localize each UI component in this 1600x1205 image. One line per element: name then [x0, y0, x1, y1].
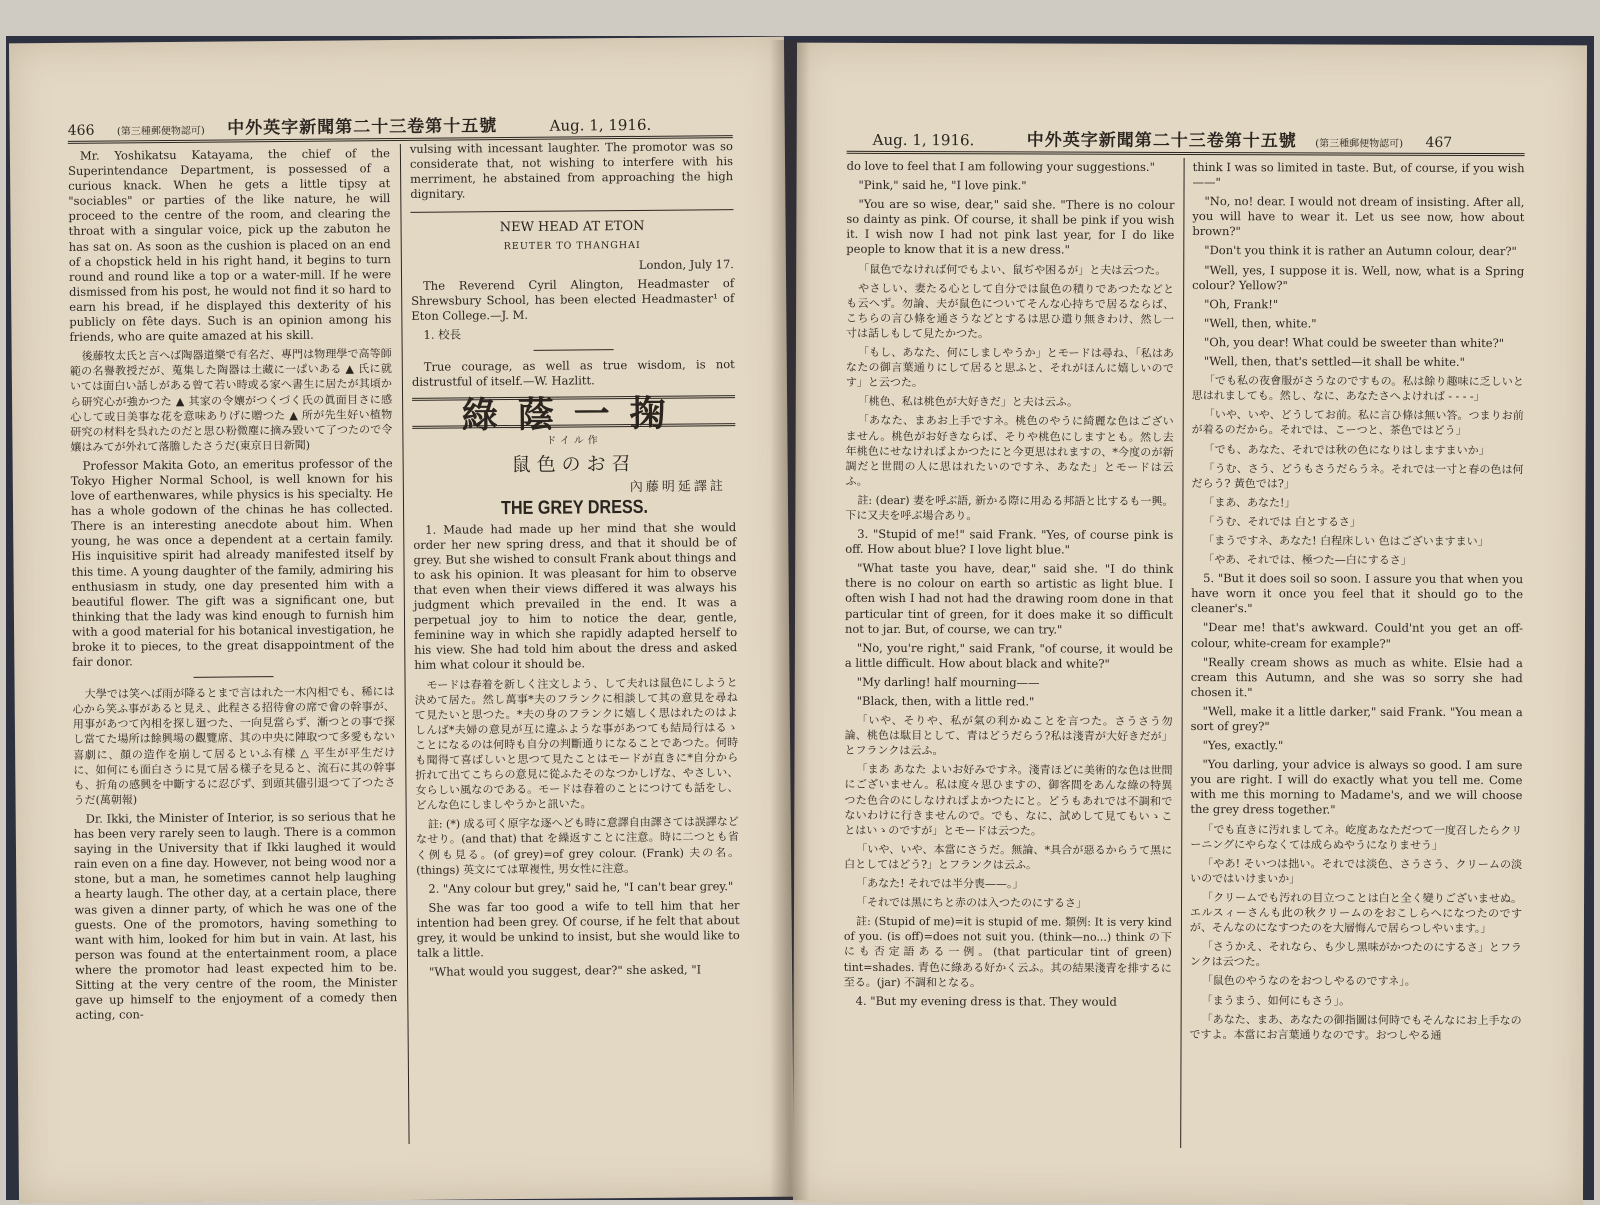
right-page-number: 467 [1425, 134, 1453, 151]
right-c1-p17: 「あなた! それでは半分喪——。」 [856, 876, 1024, 891]
right-c1-p13: "Black, then, with a little red." [856, 693, 1035, 709]
katayama-en: Mr. Yoshikatsu Katayama, the chief of the Superintendance Department, is possessed of a curious knack. When he gets a little tipsy at "sociables" or parties of the like nature, he will proceed to the centre of the room, and clearing the throat with a singular voice, pick up the zabuton he has sat on. As soon as the cushion is placed on an end of a chopstick held in his right hand, it begins to turn round and round like a top or a water-mill. If he were dismissed from his post, he would not find it so hard to earn his bread, if he displayed this dexterity of his publicly on fête days. Such is an opinion among his friends, who are quite amazed at his skill. [68, 146, 392, 345]
right-c1-p4: やさしい、妻たる心として自分では鼠色の積りであつたなどとも云へず。勿論、夫が鼠色についてそんな心持ちで居るならば、こちらの言ひ條を通さうなどとするは思ひ遣り無きわけ、然し一寸は話しもして見たかつた。 [845, 281, 1175, 341]
divider [193, 676, 273, 678]
right-c2-p3: "Well, yes, I suppose it is. Well, now, what is a Spring colour? Yellow?" [1192, 262, 1525, 292]
left-page-number: 466 [67, 122, 95, 139]
eton-heading: NEW HEAD AT ETON [499, 219, 645, 236]
story-author: ドイル作 [546, 435, 602, 448]
right-c1-p16: 「いや、いや、本當にさうだ。無論、*具合が惡るからうて黑に白としてはどう?」とフランクは云ふ。 [844, 842, 1173, 872]
goto-en: Professor Makita Goto, an emeritus professor of the Tokyo Higher Normal School, is well known for his love of earthenwares, while physics is his specialty. He has a whole godown of the chinas he has collected. There is an interesting anecdote about him. When young, he was once a dependent at a certain family. His inquisitive spirit had already manifested itself by this time. A young daughter of the family, admiring his enthusiasm in study, one day presented him with a beautiful flower. The gift was a significant one, but thinking that the lady was kind enough to furnish him with a good material for his botanical investigation, he broke it to pieces, to the great disappointment of the fair donor. [70, 455, 395, 669]
right-c2-p13: 「うむ、それでは 白とするさ」 [1203, 514, 1361, 529]
left-column-2 [410, 139, 740, 984]
right-page [793, 43, 1587, 1205]
eton-place: London, July 17. [638, 256, 734, 272]
right-c2-p9: 「いや、いや、どうしてお前。私に言ひ條は無い答。つまりお前が着るのだから。それでは、こーつと、茶色ではどう」 [1191, 408, 1524, 438]
right-page-header [873, 125, 1453, 152]
right-c2-p11: 「うむ、さう、どうもさうだらうネ。それでは一寸と春の色は何だらう? 黃色では?」 [1191, 461, 1524, 491]
left-page [9, 37, 794, 1204]
right-c2-p25: 「さうかえ、それなら、も少し黑味がかつたのにするさ」とフランクは云つた。 [1189, 940, 1522, 969]
eton-subheading: REUTER TO THANGHAI [503, 240, 641, 253]
right-c1-p1: "Pink," said he, "I love pink." [858, 177, 1027, 193]
right-c2-p4: "Oh, Frank!" [1204, 296, 1279, 312]
right-c2-p16: 5. "But it does soil so soon. I assure you that when you have worn it once you feel that it should go to the cleaner's." [1191, 571, 1524, 616]
right-c2-p6: "Oh, you dear! What could be sweeter than white?" [1203, 334, 1505, 351]
right-c2-p19: "Well, make it a little darker," said Frank. "You mean a sort of grey?" [1190, 703, 1523, 734]
section-title: 綠蔭一掬 [461, 392, 686, 437]
right-c1-p9: 3. "Stupid of me!" said Frank. "Yes, of course pink is off. How about blue? I love light blue." [845, 526, 1174, 557]
right-c2-p21: "You darling, your advice is always so good. I am sure you are right. I will do exactly what you tell me. Come with me this morning to Madame's, and we will choose the grey dress together." [1190, 757, 1523, 817]
right-c1-p20: 4. "But my evening dress is that. They would [855, 993, 1117, 1009]
story-part-1-jp: モードは春着を新しく注文しよう、して夫れは鼠色にしようと決めて居た。然し萬事*夫のフランクに相談して其の意見を尋ねて見たいと思つた。*夫の身のフランクに嬉しく思はれたのはよしんば*夫婦の意見が互に違ふような事があつても結局行はるゝことになるのは何時も自分の判斷通りになることであつた。何時も聞得て喜ばしいと思つて見たことはモードが直きに*自分から折れて出てこちらの意見に從ふたそのなつかしげな、やさしい、女らしい風なのである。モードは春着のことにつけても話をし、どんな色にしましやうかと訊いた。 [414, 675, 739, 813]
right-c2-p18: "Really cream shows as much as white. Elsie had a cream this Autumn, and she was so sorry she had chosen it." [1190, 654, 1523, 700]
right-c2-p5: "Well, then, white." [1204, 315, 1317, 331]
right-c2-p22: 「でも直きに汚れましてネ。屹度あなただつて一度召したらクリーニングにやらなくては成らぬやうになりませう」 [1190, 822, 1523, 852]
story-jp-title: 鼠色のお召 [511, 453, 637, 477]
story-part-1-en: 1. Maude had made up her mind that she would order her new spring dress, and that it should be of grey. But she wished to consult Frank about things and to ask his opinion. It was pleasant for him to observe that even when their views differed it was always his judgment which prevailed in the end. It was a perpetual joy to him to notice the dear, gentle, feminine way in which she rapidly adapted herself to his view. She had told him about the dress and asked him what colour it should be. [413, 519, 738, 673]
story-note-1: 註: (*) 成る可く原字な逐へども時に意譯自由譯さては誤譯などなせり。(and that) that を繰返すことに注意。時に二つとも省く例も見る。(of grey)=of grey colour. (Frank) 夫の名。(things) 英文にては單複性, 男女性に注意。 [415, 815, 740, 877]
left-page-permit: (第三種郵便物認可) [116, 125, 205, 138]
right-c2-p23: 「やあ! そいつは拙い。それでは淡色、さうさう、クリームの淡いのではいけまいか」 [1190, 856, 1523, 886]
right-page-title: 中外英字新聞第二十三卷第十五號 [1026, 130, 1297, 152]
right-c2-p24: 「クリームでも汚れの目立つことは白と全く變りございませぬ。エルスィーさんも此の秋クリームのをおこしらへになつたのですが、そんなのになすつたのを大層悔んで居らつしやいます。」 [1189, 890, 1523, 936]
goto-jp: 後藤牧太氏と言へば陶器道樂で有名だ、專門は物理學で高等師範の名譽教授だが、蒐集した陶器は土藏に一ぱいある ▲ 氏に就いては面白い話しがある曾て若い時或る家へ書生に居たが其頃から研究心が強かつた ▲ 其家の令孃がつくづく氏の眞面目さに感心して或日美事な花を意味ありげに贈つた ▲ 所が先生好い植物研究の材料を呉れたのだと思ひ粉微塵に摘み毀いて了つたので令孃はみてが外れて落膽したさうだ(東京日日新聞) [69, 347, 393, 454]
right-c1-p2: "You are so wise, dear," said she. "There is no colour so dainty as pink. Of course, it shall be pink if you wish it. I wish now I had not pink last year, for I do like people to know that it is a new dress." [846, 197, 1175, 258]
right-c1-p14: 「いや、そりや、私が氣の利かぬことを言つた。さうさう勿論、桃色は駄目として、青はどうだらう?私は淺青が大好きだが」とフランクは云ふ。 [844, 713, 1173, 758]
right-page-date: Aug. 1, 1916. [872, 130, 975, 150]
right-c2-p1: "No, no! dear. I would not dream of insisting. After all, you will have to wear it. Let us see now, how about brown?" [1192, 194, 1525, 239]
hazlitt-quote: True courage, as well as true wisdom, is not distrustful of itself.—W. Hazlitt. [411, 357, 735, 390]
right-c2-p15: 「やあ、それでは、極つた—白にするさ」 [1203, 553, 1412, 567]
right-c2-p2: "Don't you think it is rather an Autumn colour, dear?" [1204, 243, 1517, 259]
divider [533, 349, 613, 351]
right-page-permit: (第三種郵便物認可) [1315, 138, 1404, 150]
story-en-title: THE GREY DRESS. [500, 496, 649, 519]
right-c1-p3: 「鼠色でなければ何でもよい、鼠ぢや困るが」と夫は云つた。 [858, 262, 1167, 277]
right-c2-p0: think I was so limited in taste. But, of course, if you wish——" [1192, 160, 1525, 190]
eton-note: 1. 校長 [423, 327, 462, 342]
left-page-header [68, 110, 652, 140]
story-part-2-en-b: She was far too good a wife to tell him that her intention had been grey. Of course, if he felt that about grey, it would be unkind to insist, but she would like to talk a little. [416, 897, 740, 961]
right-c2-p28: 「あなた、まあ、あなたの御指圖は何時でもそんなにお上手なのですよ。本當にお言葉通りなのです。おつしやる通 [1189, 1012, 1522, 1042]
ikki-jp: 大學では笑へば雨が降るとまで言はれた一木內相でも、稀には心から笑ふ事があると見え、此程さる招待會の席で會の幹事が、用事があつて內相を探し廻つた、一向見當らず、漸つとの事で探し當てた場所は餘興場の觀覽席、其の中央に陣取つて多愛もない喜劇に、顏の造作を崩して居るといふ有樣 △ 平生が平生だけに、如何にも面白さうに見て居る樣子を見ると、流石に其の幹事も、折角の感興を中斷するに忍びず、到頭其儘引退つて了つたさうだ(萬朝報) [72, 685, 396, 807]
right-c2-p26: 「鼠色のやうなのをおつしやるのですネ」。 [1201, 974, 1416, 989]
column-divider [400, 144, 410, 1144]
story-part-2-en: 2. "Any colour but grey," said he, "I can't bear grey." [428, 878, 734, 896]
right-c1-p5: 「もし、あなた、何にしましやうか」とモードは尋ね、「私はあなたの御言葉通りにして居ると思ふと、それがほんに嬉しいのです」と云つた。 [845, 345, 1174, 390]
right-c2-p7: "Well, then, that's settled—it shall be white." [1203, 354, 1465, 369]
column-divider [1180, 158, 1184, 1148]
right-c2-p27: 「まうまう、如何にもさう」。 [1201, 993, 1351, 1008]
eton-body: The Reverend Cyril Alington, Headmaster of Shrewsbury School, has been elected Headmaster¹ of Eton College.—J. M. [411, 275, 735, 323]
story-translator: 內藤明延譯註 [629, 479, 726, 496]
right-c2-p12: 「まあ、あなた!」 [1203, 495, 1296, 510]
right-c1-p19: 註: (Stupid of me)=it is stupid of me. 類例: It is very kind of you. (is off)=does not suit you. (think—no...) think の下にも否定語ある一例。(that particular tint of green) tint=shades. 青色に綠ある好かく云ふ。其の結果淺青を排するに至る。(jar) 不調和となる。 [843, 915, 1172, 989]
left-column-1 [68, 146, 398, 1027]
ikki-en-continued: vulsing with incessant laughter. The promotor was so considerate that, not wishing to interfere with his merriment, he abstained from approaching the high dignitary. [409, 139, 734, 202]
right-c2-p8: 「でも私の夜會服がさうなのですもの。私は餘り趣味に乏しいと思はれましても。然し、なに、あなたさへよければ - - - -」 [1191, 374, 1524, 404]
right-c2-p20: "Yes, exactly." [1202, 738, 1284, 753]
right-c1-p6: 「桃色、私は桃色が大好きだ」と夫は云ふ。 [857, 395, 1079, 409]
right-c1-p0: do love to feel that I am following your suggestions." [846, 158, 1155, 174]
book-gutter [770, 40, 810, 1200]
right-c2-p17: "Dear me! that's awkward. Could'nt you get an off-colour, white-cream for example?" [1190, 620, 1524, 651]
right-c1-p12: "My darling! half mourning—— [856, 674, 1040, 690]
right-c2-p14: 「まうですネ、あなた! 白程床しい 色はございますまい」 [1203, 534, 1489, 549]
right-c1-p8: 註: (dear) 妻を呼ぶ語, 新かる際に用ゐる邦語と比するも一興。下に又夫を呼ぶ場合あり。 [845, 493, 1174, 523]
right-c1-p15: 「まあ あなた よいお好みですネ。淺青ほどに美術的な色は世間にございません。私は度々思ひますの、御客間をあんな綠の特異つた色合のにしなければよかつたにと。どうもあれでは不調和でないわけに行きませんので。でも、なに、試めして見てもいゝことはいゝのですが」とモードは云つた。 [844, 763, 1173, 838]
left-page-title: 中外英字新聞第二十三卷第十五號 [227, 116, 498, 139]
right-c1-p18: 「それでは黑にちと赤のは入つたのにするさ」 [856, 895, 1088, 910]
right-c2-p10: 「でも、あなた、それでは秋の色になりはしますまいか」 [1203, 442, 1490, 457]
right-column-1 [844, 159, 1175, 1014]
right-c1-p7: 「あなた、まあお上手ですネ。桃色のやうに綺麗な色はございません。桃色がお好きならば、そりや桃色にしますとも。然し去年桃色にせなければよかつたにと今更思はれますの、*今度のが新調だと世間の人に思はれたいのですネ、あなた」とモードは云ふ。 [845, 414, 1174, 488]
divider [410, 209, 733, 213]
ikki-en: Dr. Ikki, the Minister of Interior, is so serious that he has been very rarely seen to laugh. There is a common saying in the University that if Ikki laughed it would rain even on a fine day. However, not being wood nor a stone, but a man, he sometimes cannot help laughing a hearty laugh. The other day, at a certain place, there was given a dinner party, of which he was one of the guests. One of the promotors, having something to want with him, looked for him but in vain. At last, his person was found at the entertainment room, a place where the promotor had least expected him to be. Sitting at the very centre of the room, the Minister gave up himself to the enjoyment of a comedy then acting, con- [73, 808, 398, 1023]
right-c1-p10: "What taste you have, dear," said she. "I do think there is no colour on earth so artistic as light blue. I often wish I had not had the drawing room done in that particular tint of green, for it does make it so difficult not to jar. But, of course, we can try." [844, 561, 1174, 637]
left-page-date: Aug. 1, 1916. [549, 115, 652, 135]
story-part-2-en-c: "What would you suggest, dear?" she asked, "I [429, 962, 702, 979]
right-column-2 [1190, 160, 1525, 1047]
right-c1-p11: "No, you're right," said Frank, "of course, it would be a little difficult. How about black and white?" [844, 640, 1173, 671]
